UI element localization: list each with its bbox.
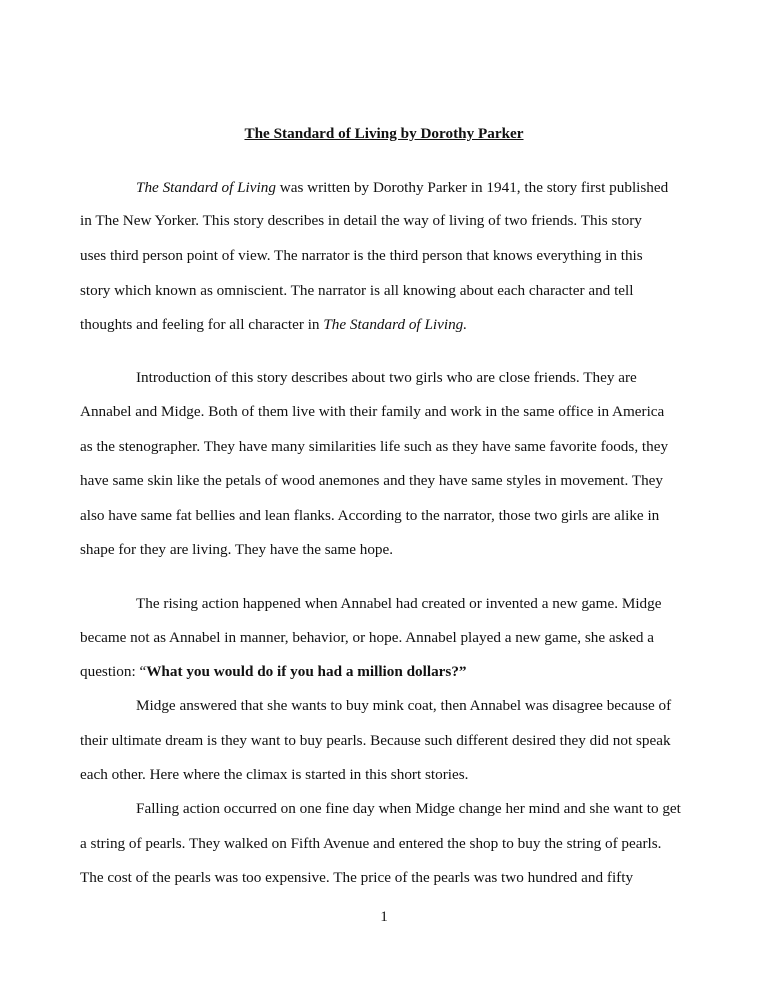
paragraph-line: uses third person point of view. The narrator is the third person that knows everything in this — [80, 247, 643, 264]
paragraph-line: became not as Annabel in manner, behavior, or hope. Annabel played a new game, she asked a — [80, 629, 655, 646]
paragraph-line: Falling action occurred on one fine day when Midge change her mind and she want to get — [136, 800, 681, 817]
paragraph-line: The rising action happened when Annabel had created or invented a new game. Midge — [136, 595, 662, 612]
paragraph-line: shape for they are living. They have the same hope. — [80, 541, 394, 558]
paragraph-line: Midge answered that she wants to buy mink coat, then Annabel was disagree because of — [136, 697, 672, 714]
paragraph-line: in The New Yorker. This story describes in detail the way of living of two friends. This story — [80, 212, 642, 229]
paragraph-line: have same skin like the petals of wood anemones and they have same styles in movement. They — [80, 472, 664, 489]
text-span: thoughts and feeling for all character in — [80, 316, 324, 333]
paragraph-line — [136, 178, 668, 198]
paragraph-line — [80, 315, 467, 335]
story-title-italic: The Standard of Living. — [323, 316, 468, 333]
text-span: was written by Dorothy Parker in 1941, the story first published — [275, 179, 669, 196]
text-span: question: “ — [80, 663, 147, 680]
story-title-italic: The Standard of Living — [136, 179, 276, 196]
bold-question: What you would do if you had a million dollars?” — [146, 663, 467, 680]
paragraph-line: each other. Here where the climax is started in this short stories. — [80, 766, 469, 783]
paragraph-line: story which known as omniscient. The narrator is all knowing about each character and tell — [80, 282, 634, 299]
paragraph-line: their ultimate dream is they want to buy pearls. Because such different desired they did not speak — [80, 732, 671, 749]
paragraph-line: Introduction of this story describes about two girls who are close friends. They are — [136, 369, 637, 386]
paragraph-line: as the stenographer. They have many similarities life such as they have same favorite foods, they — [80, 438, 669, 455]
paragraph-line: The cost of the pearls was too expensive. The price of the pearls was two hundred and fifty — [80, 869, 634, 886]
paragraph-line: a string of pearls. They walked on Fifth Avenue and entered the shop to buy the string of pearls. — [80, 835, 662, 852]
page-title: The Standard of Living by Dorothy Parker — [244, 125, 524, 142]
page-number: 1 — [380, 908, 388, 925]
paragraph-line: Annabel and Midge. Both of them live with their family and work in the same office in America — [80, 403, 665, 420]
paragraph-line — [80, 662, 467, 682]
paragraph-line: also have same fat bellies and lean flanks. According to the narrator, those two girls are alike in — [80, 507, 660, 524]
